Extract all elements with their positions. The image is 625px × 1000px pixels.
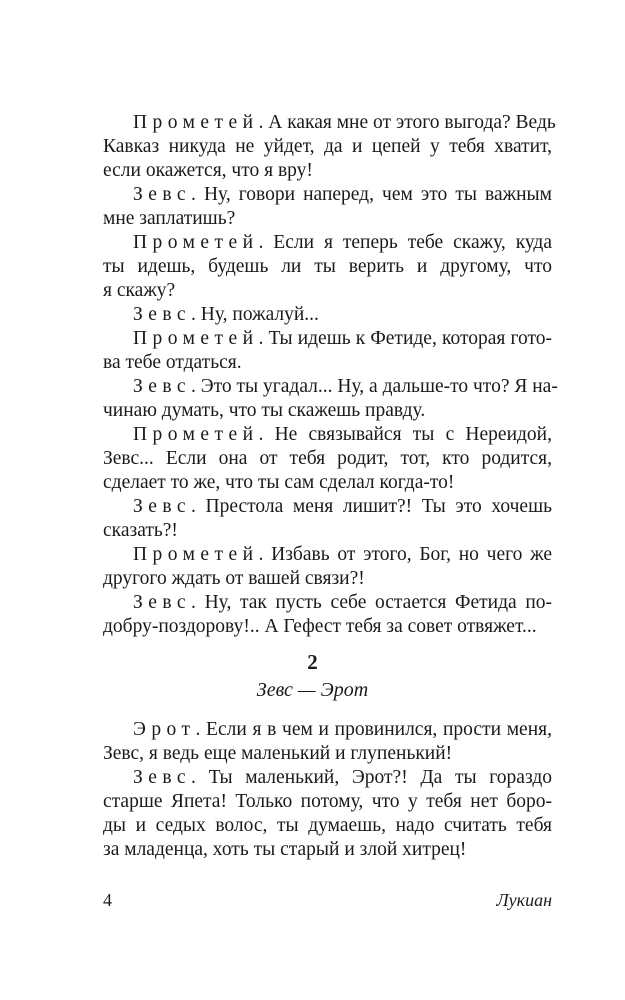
line-text: . Если я теперь тебе скажу, куда [258,232,552,253]
line-text: . Ты идешь к Фетиде, которая гото- [258,328,552,349]
speaker-name: Зевс [133,767,192,788]
dialogue-line: другого ждать от вашей связи?! [103,568,365,589]
dialogue-line [103,718,552,742]
dialogue-line: чинаю думать, что ты скажешь правду. [103,400,426,421]
dialogue-line [103,423,552,447]
line-text: . Ты маленький, Эрот?! Да ты гораздо [191,767,552,788]
dialogue-line: ты идешь, будешь ли ты верить и другому, что [103,256,552,277]
line-text: . А какая мне от этого выгода? Ведь [258,112,556,133]
dialogue-line [103,591,552,615]
dialogue-line: если окажется, что я вру! [103,160,313,181]
dialogue-line [103,375,558,399]
speaker-name: Прометей [133,328,259,349]
line-text: . Ну, пожалуй... [191,304,319,325]
dialogue-line: ды и седых волос, ты думаешь, надо считать тебя [103,815,552,836]
page-number: 4 [103,890,112,910]
dialogue-line: ва тебе отдаться. [103,352,242,373]
dialogue-line [103,111,556,135]
chapter-number: 2 [307,650,318,674]
dialogue-line: мне заплатишь? [103,208,236,229]
dialogue-line: сказать?! [103,520,178,541]
speaker-name: Зевс [133,304,192,325]
speaker-name: Эрот [133,719,196,740]
speaker-name: Зевс [133,184,192,205]
line-text: . Это ты угадал... Ну, а дальше-то что? Я на- [191,376,558,397]
dialogue-line [103,543,552,567]
dialogue-line [103,766,552,790]
dialogue-line: добру-поздорову!.. А Гефест тебя за совет отвяжет... [103,616,537,637]
dialogue-line: за младенца, хоть ты старый и злой хитрец! [103,839,467,860]
speaker-name: Прометей [133,544,259,565]
chapter-title: Зевс — Эрот [256,679,369,701]
dialogue-line [103,231,552,255]
line-text: . Ну, говори наперед, чем это ты важным [191,184,552,205]
dialogue-line: сделает то же, что ты сам сделал когда-то! [103,472,455,493]
dialogue-line [103,327,552,351]
speaker-name: Прометей [133,112,259,133]
speaker-name: Зевс [133,592,192,613]
dialogue-line [103,495,552,519]
dialogue-line: Кавказ никуда не уйдет, да и цепей у тебя хватит, [103,136,552,157]
line-text: . Престола меня лишит?! Ты это хочешь [191,496,552,517]
speaker-name: Зевс [133,376,192,397]
dialogue-line: старше Япета! Только потому, что у тебя нет боро- [103,791,552,812]
line-text: . Если я в чем и провинился, прости меня, [195,719,552,740]
dialogue-line: я скажу? [103,280,176,301]
running-title: Лукиан [496,890,552,910]
speaker-name: Прометей [133,424,259,445]
dialogue-line [103,303,582,327]
dialogue-line: Зевс, я ведь еще маленький и глупенький! [103,743,453,764]
line-text: . Не связывайся ты с Нереидой, [258,424,552,445]
speaker-name: Прометей [133,232,259,253]
dialogue-line: Зевс... Если она от тебя родит, тот, кто родится, [103,448,552,469]
speaker-name: Зевс [133,496,192,517]
dialogue-line [103,183,552,207]
line-text: . Избавь от этого, Бог, но чего же [258,544,552,565]
line-text: . Ну, так пусть себе остается Фетида по- [191,592,552,613]
